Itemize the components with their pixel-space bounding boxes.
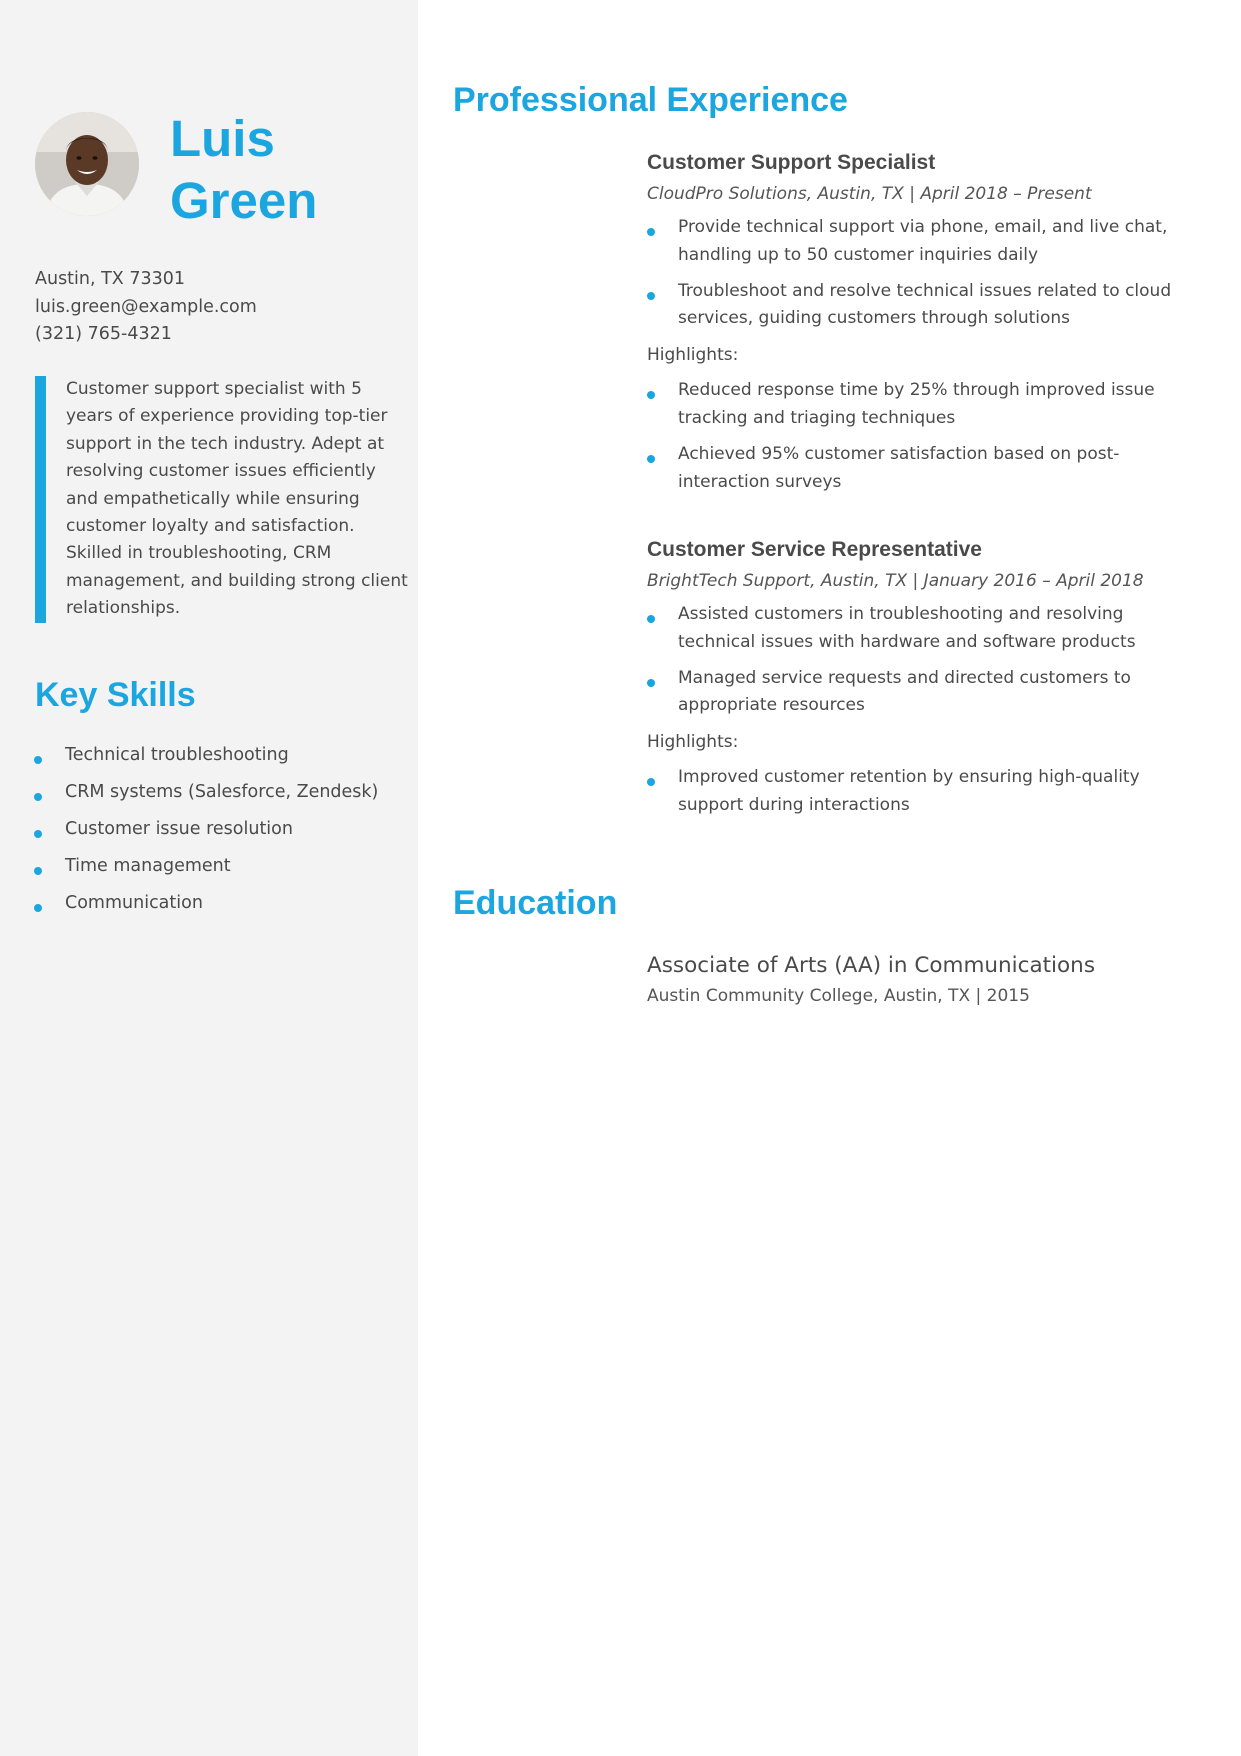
- skill-item: Time management: [34, 853, 394, 880]
- bullet-icon: [34, 793, 42, 801]
- bullet-icon: [647, 778, 655, 786]
- experience-heading: Professional Experience: [453, 81, 848, 119]
- skills-heading: Key Skills: [35, 676, 196, 714]
- job-duties: [647, 214, 1202, 333]
- bullet-icon: [647, 228, 655, 236]
- skill-item: Technical troubleshooting: [34, 742, 394, 769]
- education-heading: Education: [453, 884, 618, 922]
- bullet-icon: [647, 391, 655, 399]
- candidate-name: [170, 108, 317, 232]
- skill-item: CRM systems (Salesforce, Zendesk): [34, 779, 394, 806]
- highlight-item: Achieved 95% customer satisfaction based on post-interaction surveys: [647, 441, 1202, 497]
- job-highlights: [647, 377, 1202, 496]
- person-photo-icon: [35, 112, 139, 216]
- bullet-icon: [647, 679, 655, 687]
- job-highlights: [647, 764, 1202, 820]
- highlight-item: Reduced response time by 25% through improved issue tracking and triaging techniques: [647, 377, 1202, 433]
- job-meta: CloudPro Solutions, Austin, TX | April 2018 – Present: [647, 184, 1092, 204]
- job-duties: [647, 601, 1202, 720]
- highlights-label: Highlights:: [647, 732, 739, 753]
- job-title: Customer Service Representative: [647, 538, 982, 561]
- bullet-icon: [647, 455, 655, 463]
- job-entry-1: [647, 148, 1202, 504]
- profile-summary: Customer support specialist with 5 years of experience providing top-tier support in the tech industry. Adept at resolving customer issues efficiently and empathetically while ensuring customer loyalty and satisfaction. Skilled in troubleshooting, CRM management, and building strong client relationships.: [35, 376, 411, 623]
- first-name: Luis: [170, 110, 275, 167]
- bullet-icon: [34, 830, 42, 838]
- last-name: Green: [170, 172, 318, 229]
- bullet-icon: [34, 904, 42, 912]
- skill-item: Customer issue resolution: [34, 816, 394, 843]
- sidebar: [0, 0, 418, 1756]
- duty-item: Provide technical support via phone, email, and live chat, handling up to 50 customer inquiries daily: [647, 214, 1202, 270]
- job-meta: BrightTech Support, Austin, TX | January 2016 – April 2018: [647, 571, 1144, 591]
- highlights-label: Highlights:: [647, 345, 739, 366]
- duty-item: Managed service requests and directed customers to appropriate resources: [647, 665, 1202, 721]
- school: Austin Community College, Austin, TX | 2015: [647, 986, 1030, 1006]
- contact-info: [35, 266, 257, 349]
- profile-photo: [35, 112, 139, 216]
- address: Austin, TX 73301: [35, 269, 186, 289]
- bullet-icon: [34, 756, 42, 764]
- degree: Associate of Arts (AA) in Communications: [647, 953, 1096, 978]
- phone: (321) 765-4321: [35, 324, 172, 344]
- bullet-icon: [647, 292, 655, 300]
- job-title: Customer Support Specialist: [647, 151, 936, 174]
- highlight-item: Improved customer retention by ensuring high-quality support during interactions: [647, 764, 1202, 820]
- duty-item: Assisted customers in troubleshooting and resolving technical issues with hardware and software products: [647, 601, 1202, 657]
- job-entry-2: [647, 535, 1202, 828]
- bullet-icon: [647, 615, 655, 623]
- skills-list: [34, 742, 394, 927]
- bullet-icon: [34, 867, 42, 875]
- education-entry: [647, 950, 1202, 1010]
- duty-item: Troubleshoot and resolve technical issues related to cloud services, guiding customers through solutions: [647, 278, 1202, 334]
- email: luis.green@example.com: [35, 296, 257, 317]
- skill-item: Communication: [34, 890, 394, 917]
